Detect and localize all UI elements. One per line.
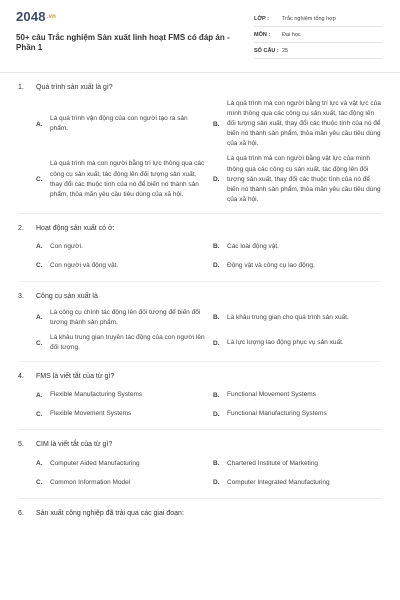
question-item xyxy=(18,372,382,430)
meta-row-class xyxy=(254,14,382,27)
site-logo[interactable]: 2048.vn xyxy=(16,9,57,24)
answer-grid xyxy=(18,99,382,205)
answer-text: Flexible Manufacturing Systems xyxy=(50,391,143,399)
answer-option[interactable] xyxy=(213,308,382,328)
answer-text: Con người và động vật. xyxy=(50,261,119,269)
answer-letter: D. xyxy=(213,478,220,486)
answer-option[interactable] xyxy=(213,388,382,402)
meta-row-count xyxy=(254,46,382,59)
answer-text: Con người. xyxy=(50,242,83,250)
answer-letter: A. xyxy=(36,459,43,467)
question-item xyxy=(18,292,382,362)
meta-label: LỚP : xyxy=(254,16,269,23)
meta-row-subject xyxy=(254,30,382,43)
answer-letter: B. xyxy=(213,243,220,251)
meta-value: Trắc nghiệm tổng hợp xyxy=(282,16,336,23)
question-number: 2. xyxy=(18,224,24,232)
answer-option[interactable] xyxy=(213,259,382,273)
question-divider xyxy=(18,361,382,362)
question-item xyxy=(18,509,382,519)
answer-letter: D. xyxy=(213,175,220,183)
answer-option[interactable] xyxy=(213,99,382,149)
answer-letter: B. xyxy=(213,391,220,399)
answer-grid xyxy=(18,308,382,353)
answer-letter: D. xyxy=(213,410,220,418)
answer-option[interactable] xyxy=(36,154,205,204)
answer-text: Flexible Movement Systems xyxy=(50,410,132,418)
answer-letter: D. xyxy=(213,339,220,347)
answer-text: Functional Manufacturing Systems xyxy=(227,410,327,418)
question-body: Hoạt động sản xuất có ở: xyxy=(36,224,115,232)
answer-text: Là khâu trung gian cho quá trình sản xuất. xyxy=(227,314,349,322)
meta-panel xyxy=(254,14,382,62)
answer-option[interactable] xyxy=(213,457,382,471)
question-number: 4. xyxy=(18,373,24,381)
question-text xyxy=(18,372,382,382)
answer-text: Là công cụ chính tác động lên đối tượng để biến đổi tượng thành sản phẩm. xyxy=(50,309,201,327)
answer-text: Các loài động vật. xyxy=(227,242,280,250)
question-list xyxy=(0,73,400,519)
answer-option[interactable] xyxy=(36,99,205,149)
answer-option[interactable] xyxy=(213,154,382,204)
question-text xyxy=(18,440,382,450)
question-item xyxy=(18,83,382,214)
answer-text: Computer Aided Manufacturing xyxy=(50,459,140,467)
answer-letter: D. xyxy=(213,262,220,270)
answer-text: Là khâu trung gian truyền tác động của con người lên đối tượng. xyxy=(50,334,205,352)
answer-text: Là lực lượng lao động phục vụ sản xuất. xyxy=(227,339,344,347)
answer-option[interactable] xyxy=(36,308,205,328)
answer-letter: A. xyxy=(36,120,43,128)
question-number: 5. xyxy=(18,441,24,449)
answer-text: Là quá trình mà con người bằng trí lực và vật lực của mình thông qua các công cụ sản xuất, tác động lên đối tượng sản xuất, thay đổi các thuộc tính của nó để biến nó thành sản phẩm, thỏa mãn yêu cầu tiêu dùng của xã hội. xyxy=(227,100,381,148)
answer-text: Functional Movement Systems xyxy=(227,391,316,399)
document-title: 50+ câu Trắc nghiệm Sản xuất linh hoạt FMS có đáp án - Phần 1 xyxy=(16,32,230,53)
answer-text: Là quá trình mà con người bằng trí lực thông qua các công cụ sản xuất, tác động lên đối tượng sản xuất, thay đổi các thuộc tính của nó để biến nó thành sản phẩm, thỏa mãn yêu cầu tiêu dùng của xã hội. xyxy=(50,160,205,198)
answer-text: Computer Integrated Manufacturing xyxy=(227,478,330,486)
answer-option[interactable] xyxy=(36,407,205,421)
answer-option[interactable] xyxy=(36,388,205,402)
meta-value: Đại học xyxy=(282,32,301,39)
answer-letter: B. xyxy=(213,314,220,322)
answer-letter: C. xyxy=(36,339,43,347)
question-body: Sản xuất công nghiệp đã trải qua các giai đoạn: xyxy=(36,509,184,517)
question-divider xyxy=(18,498,382,499)
meta-label: MÔN : xyxy=(254,32,271,39)
answer-text: Là quá trình mà con người bằng vật lực của mình thông qua các công cụ sản xuất, tác động lên đối tượng sản xuất, thay đổi các thuộc tính của nó để biến nó thành sản phẩm, thỏa mãn yêu cầu tiêu dùng của xã hội. xyxy=(227,155,381,203)
answer-text: Động vật và công cụ lao động. xyxy=(227,261,315,269)
answer-letter: C. xyxy=(36,175,43,183)
question-text xyxy=(18,83,382,93)
question-number: 6. xyxy=(18,509,24,517)
answer-grid xyxy=(18,388,382,421)
answer-option[interactable] xyxy=(213,240,382,254)
answer-option[interactable] xyxy=(213,407,382,421)
question-body: Quá trình sản xuất là gì? xyxy=(36,84,113,91)
answer-letter: A. xyxy=(36,243,43,251)
answer-option[interactable] xyxy=(36,240,205,254)
answer-option[interactable] xyxy=(213,333,382,353)
answer-text: Chartered Institute of Marketing xyxy=(227,459,319,467)
answer-option[interactable] xyxy=(36,476,205,490)
answer-option[interactable] xyxy=(36,259,205,273)
answer-letter: C. xyxy=(36,410,43,418)
answer-option[interactable] xyxy=(213,476,382,490)
meta-label: SỐ CÂU : xyxy=(254,48,279,55)
answer-letter: B. xyxy=(213,120,220,128)
answer-grid xyxy=(18,240,382,273)
question-divider xyxy=(18,213,382,214)
question-item xyxy=(18,440,382,498)
question-text xyxy=(18,509,382,519)
answer-letter: C. xyxy=(36,262,43,270)
answer-text: Common Information Model xyxy=(50,478,131,486)
answer-letter: A. xyxy=(36,314,43,322)
question-item xyxy=(18,224,382,282)
question-divider xyxy=(18,281,382,282)
question-text xyxy=(18,292,382,302)
question-text xyxy=(18,224,382,234)
answer-grid xyxy=(18,457,382,490)
question-number: 1. xyxy=(18,84,24,91)
answer-letter: C. xyxy=(36,478,43,486)
question-body: FMS là viết tắt của từ gì? xyxy=(36,373,115,381)
answer-letter: B. xyxy=(213,459,220,467)
answer-option[interactable] xyxy=(36,333,205,353)
page-header xyxy=(0,0,400,64)
question-divider xyxy=(18,429,382,430)
meta-value: 25 xyxy=(282,48,289,55)
question-body: Công cụ sản xuất là xyxy=(36,292,98,300)
answer-letter: A. xyxy=(36,391,43,399)
question-body: CIM là viết tắt của từ gì? xyxy=(36,441,113,449)
answer-option[interactable] xyxy=(36,457,205,471)
answer-text: Là quá trình vận động của con người tạo ra sản phẩm. xyxy=(50,115,188,133)
question-number: 3. xyxy=(18,292,24,300)
